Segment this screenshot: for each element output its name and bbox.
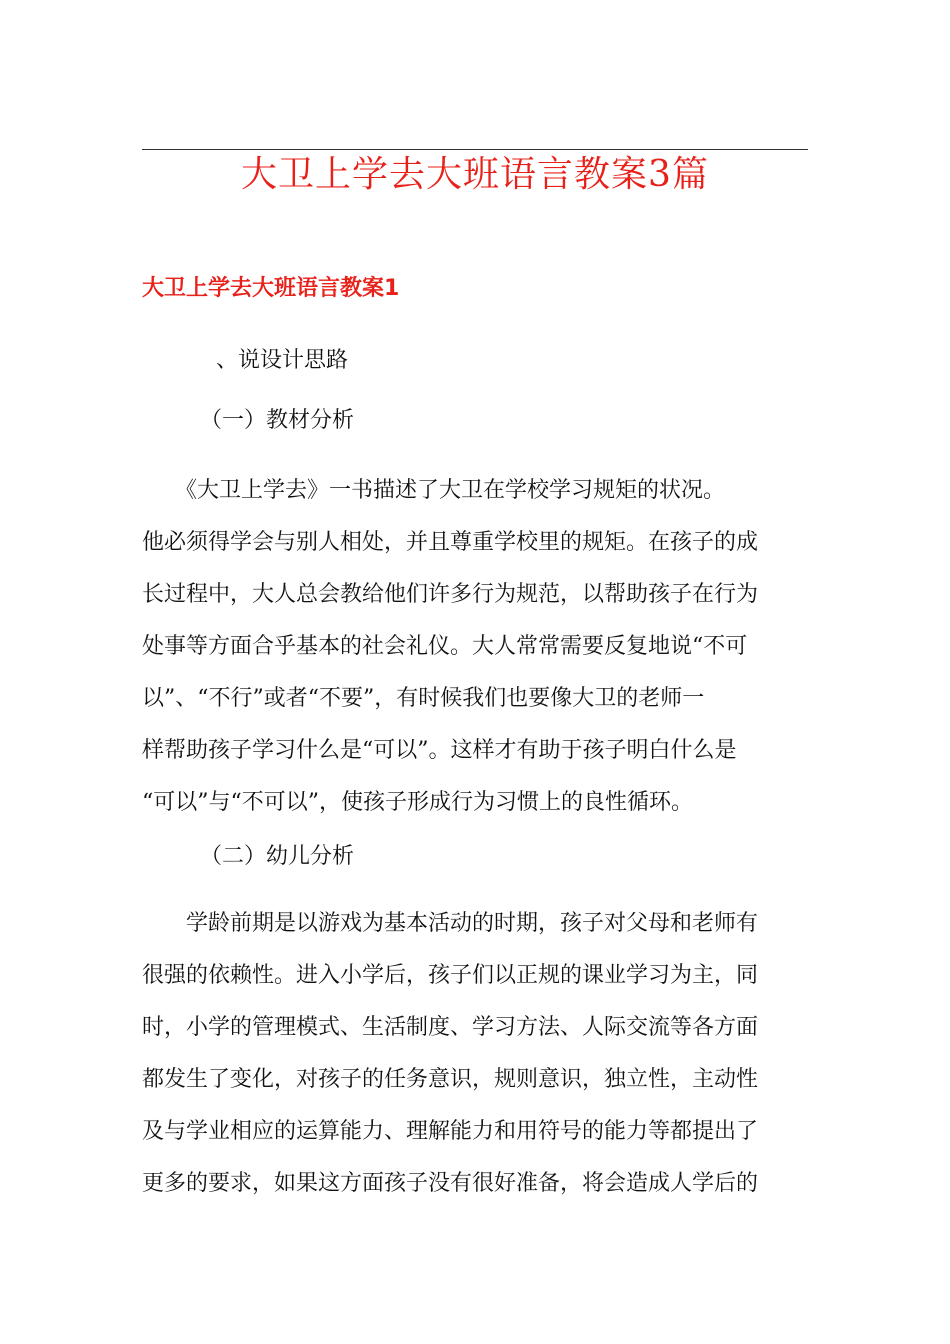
paragraph-line: 样帮助孩子学习什么是“可以”。这样才有助于孩子明白什么是 <box>142 738 737 763</box>
subheading-design: 、说设计思路 <box>216 348 349 373</box>
paragraph-line: 长过程中，大人总会教给他们许多行为规范，以帮助孩子在行为 <box>142 582 759 607</box>
paragraph-line: 学龄前期是以游戏为基本活动的时期，孩子对父母和老师有 <box>142 911 759 936</box>
paragraph-line: 很强的依赖性。进入小学后，孩子们以正规的课业学习为主，同 <box>142 963 759 988</box>
subheading-materials: （一）教材分析 <box>200 408 355 433</box>
paragraph-line: 处事等方面合乎基本的社会礼仪。大人常常需要反复地说“不可 <box>142 634 748 659</box>
paragraph-line: “可以”与“不可以”，使孩子形成行为习惯上的良性循环。 <box>142 790 693 815</box>
paragraph-materials <box>142 465 808 829</box>
paragraph-line: 更多的要求，如果这方面孩子没有很好准备，将会造成人学后的 <box>142 1171 759 1196</box>
paragraph-line: 《大卫上学去》一书描述了大卫在学校学习规矩的状况。 <box>142 478 726 503</box>
paragraph-line: 以”、“不行”或者“不要”，有时候我们也要像大卫的老师一 <box>142 686 705 711</box>
paragraph-line: 他必须得学会与别人相处，并且尊重学校里的规矩。在孩子的成 <box>142 530 759 555</box>
paragraph-line: 及与学业相应的运算能力、理解能力和用符号的能力等都提出了 <box>142 1119 759 1144</box>
paragraph-line: 都发生了变化，对孩子的任务意识，规则意识，独立性，主动性 <box>142 1067 759 1092</box>
subheading-children: （二）幼儿分析 <box>200 844 355 869</box>
paragraph-children <box>142 898 808 1210</box>
paragraph-line: 时，小学的管理模式、生活制度、学习方法、人际交流等各方面 <box>142 1015 759 1040</box>
section-heading: 大卫上学去大班语言教案1 <box>142 276 400 301</box>
document-title: 大卫上学去大班语言教案3篇 <box>241 154 709 195</box>
